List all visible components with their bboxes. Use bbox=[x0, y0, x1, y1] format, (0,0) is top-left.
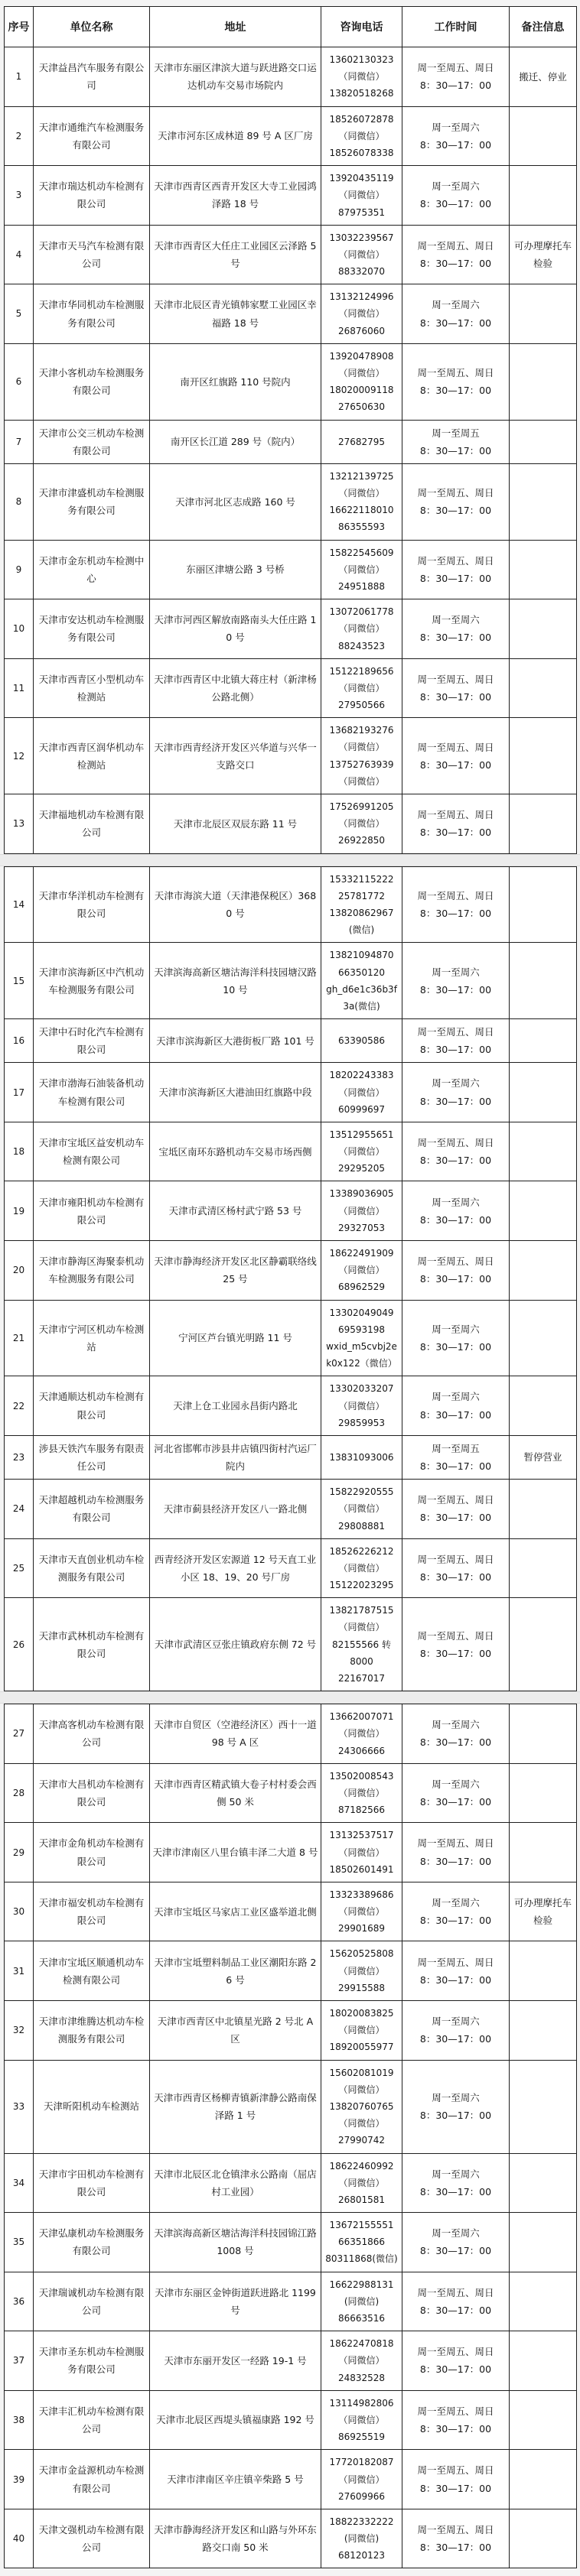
row-remarks bbox=[510, 2060, 577, 2153]
row-address: 天津滨海高新区塘沽海洋科技园塘汉路 10 号 bbox=[150, 943, 321, 1019]
row-address: 天津市津南区辛庄镇辛柴路 5 号 bbox=[150, 2450, 321, 2509]
row-serial-number: 29 bbox=[5, 1823, 34, 1882]
row-unit-name: 天津市西青区润华机动车检测站 bbox=[34, 718, 150, 794]
row-remarks bbox=[510, 2001, 577, 2061]
row-remarks: 搬迁、停业 bbox=[510, 47, 577, 107]
row-address: 天津上仓工业园永昌街内路北 bbox=[150, 1376, 321, 1436]
row-work-hours: 周一至周六 8：30—17：00 bbox=[402, 106, 510, 166]
row-phone: 15620525808 （同微信） 29915588 bbox=[321, 1941, 402, 2001]
row-remarks bbox=[510, 106, 577, 166]
row-unit-name: 天津市宇田机动车检测有限公司 bbox=[34, 2153, 150, 2213]
row-work-hours: 周一至周六 8：30—17：00 bbox=[402, 1882, 510, 1941]
row-serial-number: 38 bbox=[5, 2390, 34, 2450]
row-serial-number: 23 bbox=[5, 1435, 34, 1479]
row-work-hours: 周一至周六 8：30—17：00 bbox=[402, 1181, 510, 1241]
row-remarks bbox=[510, 1538, 577, 1598]
row-unit-name: 天津瑞诚机动车检测有限公司 bbox=[34, 2272, 150, 2331]
row-phone: 13114982806 （同微信） 86925519 bbox=[321, 2390, 402, 2450]
row-phone: 13323389686 （同微信） 29901689 bbox=[321, 1882, 402, 1941]
row-phone: 13821787515 （同微信） 82155566 转 8000 22167017 bbox=[321, 1598, 402, 1691]
table-row bbox=[5, 225, 577, 284]
row-address: 宝坻区南环东路机动车交易市场西侧 bbox=[150, 1122, 321, 1181]
row-work-hours: 周一至周六 8：30—17：00 bbox=[402, 943, 510, 1019]
screenshot-stitch-gap bbox=[0, 854, 580, 866]
row-address: 天津市静海经济开发区和山路与外环东路交口南 50 米 bbox=[150, 2509, 321, 2568]
row-phone: 13389036905 （同微信） 29327053 bbox=[321, 1181, 402, 1241]
row-unit-name: 天津市安达机动车检测服务有限公司 bbox=[34, 599, 150, 659]
row-phone: 13920478908 （同微信） 18020009118 27650630 bbox=[321, 343, 402, 420]
row-work-hours: 周一至周五、周日 8：30—17：00 bbox=[402, 463, 510, 540]
table-row bbox=[5, 1300, 577, 1376]
row-remarks: 可办理摩托车检验 bbox=[510, 1882, 577, 1941]
row-address: 天津滨海高新区塘沽海洋科技园锦江路 1008 号 bbox=[150, 2213, 321, 2272]
table-row bbox=[5, 1435, 577, 1479]
row-unit-name: 天津市津维腾达机动车检测服务有限公司 bbox=[34, 2001, 150, 2061]
row-unit-name: 天津市津盛机动车检测服务有限公司 bbox=[34, 463, 150, 540]
row-phone: 13302033207 （同微信） 29859953 bbox=[321, 1376, 402, 1436]
row-address: 天津市自贸区（空港经济区）西十一道 98 号 A 区 bbox=[150, 1704, 321, 1764]
row-serial-number: 9 bbox=[5, 540, 34, 599]
row-work-hours: 周一至周五、周日 8：30—17：00 bbox=[402, 2390, 510, 2450]
row-unit-name: 天津市宝坻区益安机动车检测有限公司 bbox=[34, 1122, 150, 1181]
table-row bbox=[5, 1704, 577, 1764]
row-serial-number: 26 bbox=[5, 1598, 34, 1691]
table-row bbox=[5, 463, 577, 540]
row-work-hours: 周一至周六 8：30—17：00 bbox=[402, 1763, 510, 1823]
row-serial-number: 33 bbox=[5, 2060, 34, 2153]
row-remarks bbox=[510, 599, 577, 659]
row-serial-number: 39 bbox=[5, 2450, 34, 2509]
row-unit-name: 天津丰汇机动车检测有限公司 bbox=[34, 2390, 150, 2450]
table-row bbox=[5, 1019, 577, 1063]
row-address: 天津市海滨大道（天津港保税区）3680 号 bbox=[150, 866, 321, 943]
row-unit-name: 天津市静海区海聚泰机动车检测服务有限公司 bbox=[34, 1241, 150, 1301]
row-remarks bbox=[510, 420, 577, 463]
row-phone: 13302049049 69593198 wxid_m5cvbj2e k0x122（微信） bbox=[321, 1300, 402, 1376]
row-work-hours: 周一至周五 8：30—17：00 bbox=[402, 420, 510, 463]
row-address: 天津市东丽区津滨大道与跃进路交口运达机动车交易市场院内 bbox=[150, 47, 321, 107]
row-serial-number: 35 bbox=[5, 2213, 34, 2272]
table-row bbox=[5, 1941, 577, 2001]
row-address: 天津市东丽开发区一经路 19-1 号 bbox=[150, 2331, 321, 2391]
row-unit-name: 天津市公交三机动车检测有限公司 bbox=[34, 420, 150, 463]
row-remarks bbox=[510, 540, 577, 599]
row-serial-number: 8 bbox=[5, 463, 34, 540]
row-serial-number: 16 bbox=[5, 1019, 34, 1063]
row-address: 宁河区芦台镇光明路 11 号 bbox=[150, 1300, 321, 1376]
row-address: 天津市西青区大任庄工业园区云泽路 5 号 bbox=[150, 225, 321, 284]
row-serial-number: 28 bbox=[5, 1763, 34, 1823]
row-phone: 15602081019 （同微信） 13820760765 （同微信） 27990742 bbox=[321, 2060, 402, 2153]
row-remarks bbox=[510, 1241, 577, 1301]
row-phone: 13831093006 bbox=[321, 1435, 402, 1479]
row-phone: 13032239567 （同微信） 88332070 bbox=[321, 225, 402, 284]
table-row bbox=[5, 1376, 577, 1436]
table-row bbox=[5, 1882, 577, 1941]
row-phone: 13212139725 （同微信） 16622118010 86355593 bbox=[321, 463, 402, 540]
row-unit-name: 天津市金东机动车检测中心 bbox=[34, 540, 150, 599]
table-row bbox=[5, 2509, 577, 2568]
row-work-hours: 周一至周六 8：30—17：00 bbox=[402, 166, 510, 226]
row-work-hours: 周一至周五、周日 8：30—17：00 bbox=[402, 343, 510, 420]
row-serial-number: 34 bbox=[5, 2153, 34, 2213]
table-row bbox=[5, 658, 577, 718]
header-address: 地址 bbox=[150, 7, 321, 47]
row-serial-number: 14 bbox=[5, 866, 34, 943]
header-work-hours: 工作时间 bbox=[402, 7, 510, 47]
row-address: 天津市北辰区西堤头镇福康路 192 号 bbox=[150, 2390, 321, 2450]
header-phone: 咨询电话 bbox=[321, 7, 402, 47]
row-serial-number: 5 bbox=[5, 284, 34, 344]
header-unit-name: 单位名称 bbox=[34, 7, 150, 47]
row-work-hours: 周一至周六 8：30—17：00 bbox=[402, 1704, 510, 1764]
row-phone: 18526072878 （同微信） 18526078338 bbox=[321, 106, 402, 166]
row-phone: 15332115222 25781772 13820862967 (微信) bbox=[321, 866, 402, 943]
table-header bbox=[5, 7, 577, 47]
header-serial-number: 序号 bbox=[5, 7, 34, 47]
row-address: 天津市东丽区金钟街道跃进路北 1199 号 bbox=[150, 2272, 321, 2331]
row-phone: 13512955651 （同微信） 29295205 bbox=[321, 1122, 402, 1181]
row-work-hours: 周一至周六 8：30—17：00 bbox=[402, 1300, 510, 1376]
row-remarks bbox=[510, 866, 577, 943]
row-unit-name: 天津市福安机动车检测有限公司 bbox=[34, 1882, 150, 1941]
row-phone: 13662007071 （同微信） 24306666 bbox=[321, 1704, 402, 1764]
row-work-hours: 周一至周五、周日 8：30—17：00 bbox=[402, 1538, 510, 1598]
row-remarks: 可办理摩托车检验 bbox=[510, 225, 577, 284]
row-phone: 13920435119 （同微信） 87975351 bbox=[321, 166, 402, 226]
row-remarks bbox=[510, 1376, 577, 1436]
row-remarks bbox=[510, 1063, 577, 1122]
row-work-hours: 周一至周五、周日 8：30—17：00 bbox=[402, 658, 510, 718]
row-address: 南开区红旗路 110 号院内 bbox=[150, 343, 321, 420]
row-unit-name: 天津通顺达机动车检测有限公司 bbox=[34, 1376, 150, 1436]
row-serial-number: 25 bbox=[5, 1538, 34, 1598]
table-row bbox=[5, 166, 577, 226]
row-address: 天津市河东区成林道 89 号 A 区厂房 bbox=[150, 106, 321, 166]
row-address: 天津市武清区杨村武宁路 53 号 bbox=[150, 1181, 321, 1241]
row-address: 东丽区津塘公路 3 号桥 bbox=[150, 540, 321, 599]
row-address: 天津市宝坻区马家店工业区盛举道北侧 bbox=[150, 1882, 321, 1941]
row-unit-name: 天津福地机动车检测有限公司 bbox=[34, 794, 150, 854]
row-serial-number: 13 bbox=[5, 794, 34, 854]
table-row bbox=[5, 2272, 577, 2331]
row-work-hours: 周一至周六 8：30—17：00 bbox=[402, 1063, 510, 1122]
row-unit-name: 天津市滨海新区中汽机动车检测服务有限公司 bbox=[34, 943, 150, 1019]
row-work-hours: 周一至周五 8：30—17：00 bbox=[402, 1435, 510, 1479]
row-work-hours: 周一至周五、周日 8：30—17：00 bbox=[402, 47, 510, 107]
row-remarks bbox=[510, 2213, 577, 2272]
row-serial-number: 22 bbox=[5, 1376, 34, 1436]
table-row bbox=[5, 599, 577, 659]
row-work-hours: 周一至周六 8：30—17：00 bbox=[402, 2213, 510, 2272]
row-address: 天津市宝坻塑料制品工业区潮阳东路 26 号 bbox=[150, 1941, 321, 2001]
row-address: 天津市西青区中北镇大蒋庄村（新津杨公路北侧） bbox=[150, 658, 321, 718]
row-serial-number: 20 bbox=[5, 1241, 34, 1301]
row-work-hours: 周一至周五、周日 8：30—17：00 bbox=[402, 1122, 510, 1181]
row-phone: 13072061778 （同微信） 88243523 bbox=[321, 599, 402, 659]
row-phone: 13672155551 66351866 80311868(微信) bbox=[321, 2213, 402, 2272]
table-row bbox=[5, 1122, 577, 1181]
row-unit-name: 天津市宝坻区顺通机动车检测有限公司 bbox=[34, 1941, 150, 2001]
inspection-stations-table-section-3 bbox=[4, 1704, 577, 2568]
table-row bbox=[5, 1063, 577, 1122]
row-unit-name: 天津市西青区小型机动车检测站 bbox=[34, 658, 150, 718]
row-unit-name: 天津文强机动车检测有限公司 bbox=[34, 2509, 150, 2568]
row-unit-name: 天津市天直创业机动车检测服务有限公司 bbox=[34, 1538, 150, 1598]
row-serial-number: 4 bbox=[5, 225, 34, 284]
row-phone: 18822332222 (同微信) 68120123 bbox=[321, 2509, 402, 2568]
row-remarks bbox=[510, 2509, 577, 2568]
row-remarks bbox=[510, 343, 577, 420]
row-address: 天津市北辰区青光镇韩家墅工业园区幸福路 18 号 bbox=[150, 284, 321, 344]
row-serial-number: 7 bbox=[5, 420, 34, 463]
row-unit-name: 天津市宁河区机动车检测站 bbox=[34, 1300, 150, 1376]
row-address: 天津市西青区精武镇大卷子村村委会西侧 50 米 bbox=[150, 1763, 321, 1823]
row-work-hours: 周一至周六 8：30—17：00 bbox=[402, 1376, 510, 1436]
table-row bbox=[5, 343, 577, 420]
row-serial-number: 2 bbox=[5, 106, 34, 166]
row-serial-number: 30 bbox=[5, 1882, 34, 1941]
row-phone: 15822920555 （同微信） 29808881 bbox=[321, 1480, 402, 1539]
row-work-hours: 周一至周五、周日 8：30—17：00 bbox=[402, 225, 510, 284]
row-unit-name: 天津市金益源机动车检测有限公司 bbox=[34, 2450, 150, 2509]
row-phone: 13602130323 （同微信） 13820518268 bbox=[321, 47, 402, 107]
row-unit-name: 天津超越机动车检测服务有限公司 bbox=[34, 1480, 150, 1539]
row-phone: 18622460992 （同微信） 26801581 bbox=[321, 2153, 402, 2213]
row-phone: 16622988131 (同微信) 86663516 bbox=[321, 2272, 402, 2331]
row-address: 天津市西青区西青开发区大寺工业园鸿泽路 18 号 bbox=[150, 166, 321, 226]
row-unit-name: 天津市天马汽车检测有限公司 bbox=[34, 225, 150, 284]
row-serial-number: 21 bbox=[5, 1300, 34, 1376]
row-address: 天津市北辰区双辰东路 11 号 bbox=[150, 794, 321, 854]
header-remarks: 备注信息 bbox=[510, 7, 577, 47]
row-work-hours: 周一至周五、周日 8：30—17：00 bbox=[402, 1823, 510, 1882]
row-address: 天津市西青区中北镇星光路 2 号北 A 区 bbox=[150, 2001, 321, 2061]
row-serial-number: 15 bbox=[5, 943, 34, 1019]
row-remarks bbox=[510, 2331, 577, 2391]
row-address: 天津市蓟县经济开发区八一路北侧 bbox=[150, 1480, 321, 1539]
row-serial-number: 12 bbox=[5, 718, 34, 794]
row-remarks bbox=[510, 1181, 577, 1241]
row-unit-name: 涉县天铁汽车服务有限责任公司 bbox=[34, 1435, 150, 1479]
table-row bbox=[5, 1181, 577, 1241]
row-remarks bbox=[510, 2450, 577, 2509]
row-unit-name: 天津市通维汽车检测服务有限公司 bbox=[34, 106, 150, 166]
row-address: 天津市津南区八里台镇丰泽二大道 8 号 bbox=[150, 1823, 321, 1882]
row-serial-number: 19 bbox=[5, 1181, 34, 1241]
inspection-stations-table-section-1 bbox=[4, 6, 577, 854]
row-unit-name: 天津弘康机动车检测服务有限公司 bbox=[34, 2213, 150, 2272]
row-remarks bbox=[510, 2153, 577, 2213]
row-phone: 13132537517 （同微信） 18502601491 bbox=[321, 1823, 402, 1882]
row-work-hours: 周一至周五、周日 8：30—17：00 bbox=[402, 1480, 510, 1539]
row-serial-number: 18 bbox=[5, 1122, 34, 1181]
row-remarks bbox=[510, 1763, 577, 1823]
row-work-hours: 周一至周六 8：30—17：00 bbox=[402, 599, 510, 659]
table-row bbox=[5, 1598, 577, 1691]
row-serial-number: 31 bbox=[5, 1941, 34, 2001]
row-serial-number: 10 bbox=[5, 599, 34, 659]
table-row bbox=[5, 2001, 577, 2061]
row-address: 天津市武清区豆张庄镇政府东侧 72 号 bbox=[150, 1598, 321, 1691]
row-work-hours: 周一至周六 8：30—17：00 bbox=[402, 2001, 510, 2061]
row-phone: 18526226212 （同微信） 15122023295 bbox=[321, 1538, 402, 1598]
row-unit-name: 天津市武林机动车检测有限公司 bbox=[34, 1598, 150, 1691]
table-row bbox=[5, 106, 577, 166]
row-remarks bbox=[510, 1480, 577, 1539]
row-remarks bbox=[510, 284, 577, 344]
row-work-hours: 周一至周六 8：30—17：00 bbox=[402, 2060, 510, 2153]
row-phone: 27682795 bbox=[321, 420, 402, 463]
row-serial-number: 24 bbox=[5, 1480, 34, 1539]
row-work-hours: 周一至周五、周日 8：30—17：00 bbox=[402, 1019, 510, 1063]
row-phone: 13132124996 （同微信） 26876060 bbox=[321, 284, 402, 344]
row-phone: 18622491909 （同微信） 68962529 bbox=[321, 1241, 402, 1301]
row-work-hours: 周一至周五、周日 8：30—17：00 bbox=[402, 2509, 510, 2568]
row-address: 天津市北辰区北仓镇津永公路南（屈店村工业园） bbox=[150, 2153, 321, 2213]
row-phone: 17526991205 （同微信） 26922850 bbox=[321, 794, 402, 854]
row-unit-name: 天津高客机动车检测有限公司 bbox=[34, 1704, 150, 1764]
row-address: 西青经济开发区宏源道 12 号天直工业小区 18、19、20 号厂房 bbox=[150, 1538, 321, 1598]
row-work-hours: 周一至周五、周日 8：30—17：00 bbox=[402, 2450, 510, 2509]
row-unit-name: 天津中石时化汽车检测有限公司 bbox=[34, 1019, 150, 1063]
table-row bbox=[5, 1480, 577, 1539]
row-unit-name: 天津益昌汽车服务有限公司 bbox=[34, 47, 150, 107]
table-row bbox=[5, 1538, 577, 1598]
row-unit-name: 天津市圣东机动车检测服务有限公司 bbox=[34, 2331, 150, 2391]
table-row bbox=[5, 2331, 577, 2391]
row-work-hours: 周一至周五、周日 8：30—17：00 bbox=[402, 1598, 510, 1691]
row-remarks bbox=[510, 794, 577, 854]
table-row bbox=[5, 2153, 577, 2213]
row-phone: 17720182087 （同微信） 27609966 bbox=[321, 2450, 402, 2509]
row-unit-name: 天津昕阳机动车检测站 bbox=[34, 2060, 150, 2153]
row-phone: 13682193276 （同微信） 13752763939 （同微信） bbox=[321, 718, 402, 794]
row-unit-name: 天津市大昌机动车检测有限公司 bbox=[34, 1763, 150, 1823]
row-remarks bbox=[510, 1941, 577, 2001]
row-work-hours: 周一至周五、周日 8：30—17：00 bbox=[402, 540, 510, 599]
row-work-hours: 周一至周五、周日 8：30—17：00 bbox=[402, 718, 510, 794]
row-unit-name: 天津市金角机动车检测有限公司 bbox=[34, 1823, 150, 1882]
row-work-hours: 周一至周五、周日 8：30—17：00 bbox=[402, 1241, 510, 1301]
row-work-hours: 周一至周六 8：30—17：00 bbox=[402, 284, 510, 344]
row-phone: 15822545609 （同微信） 24951888 bbox=[321, 540, 402, 599]
row-phone: 63390586 bbox=[321, 1019, 402, 1063]
row-address: 天津市滨海新区大港街板厂路 101 号 bbox=[150, 1019, 321, 1063]
row-address: 天津市河西区解放南路南头大任庄路 10 号 bbox=[150, 599, 321, 659]
row-address: 河北省邯郸市涉县井店镇四街村汽运厂院内 bbox=[150, 1435, 321, 1479]
row-serial-number: 1 bbox=[5, 47, 34, 107]
row-remarks bbox=[510, 2390, 577, 2450]
row-address: 天津市滨海新区大港油田红旗路中段 bbox=[150, 1063, 321, 1122]
row-remarks bbox=[510, 2272, 577, 2331]
table-row bbox=[5, 1763, 577, 1823]
row-work-hours: 周一至周五、周日 8：30—17：00 bbox=[402, 2331, 510, 2391]
row-remarks bbox=[510, 943, 577, 1019]
row-serial-number: 11 bbox=[5, 658, 34, 718]
row-remarks bbox=[510, 463, 577, 540]
row-serial-number: 6 bbox=[5, 343, 34, 420]
table-row bbox=[5, 1823, 577, 1882]
row-remarks bbox=[510, 1300, 577, 1376]
table-row bbox=[5, 2213, 577, 2272]
table-row bbox=[5, 2450, 577, 2509]
row-phone: 18020083825 （同微信） 18920055977 bbox=[321, 2001, 402, 2061]
row-unit-name: 天津小客机动车检测服务有限公司 bbox=[34, 343, 150, 420]
row-unit-name: 天津市华同机动车检测服务有限公司 bbox=[34, 284, 150, 344]
row-serial-number: 17 bbox=[5, 1063, 34, 1122]
row-work-hours: 周一至周五、周日 8：30—17：00 bbox=[402, 866, 510, 943]
row-unit-name: 天津市华洋机动车检测有限公司 bbox=[34, 866, 150, 943]
row-work-hours: 周一至周六 8：30—17：00 bbox=[402, 2153, 510, 2213]
row-remarks bbox=[510, 718, 577, 794]
row-phone: 15122189656 （同微信） 27950566 bbox=[321, 658, 402, 718]
row-phone: 18202243383 （同微信） 60999697 bbox=[321, 1063, 402, 1122]
row-remarks bbox=[510, 658, 577, 718]
row-remarks bbox=[510, 1704, 577, 1764]
row-remarks bbox=[510, 1823, 577, 1882]
table-row bbox=[5, 1241, 577, 1301]
row-serial-number: 32 bbox=[5, 2001, 34, 2061]
table-row bbox=[5, 718, 577, 794]
row-address: 天津市静海经济开发区北区静霸联络线 25 号 bbox=[150, 1241, 321, 1301]
row-remarks bbox=[510, 1122, 577, 1181]
row-remarks: 暂停营业 bbox=[510, 1435, 577, 1479]
row-serial-number: 36 bbox=[5, 2272, 34, 2331]
table-row bbox=[5, 2390, 577, 2450]
row-address: 天津市河北区志成路 160 号 bbox=[150, 463, 321, 540]
row-phone: 13821094870 66350120 gh_d6e1c36b3f 3a(微信) bbox=[321, 943, 402, 1019]
table-row bbox=[5, 420, 577, 463]
row-remarks bbox=[510, 166, 577, 226]
table-row bbox=[5, 943, 577, 1019]
table-row bbox=[5, 2060, 577, 2153]
table-row bbox=[5, 540, 577, 599]
row-work-hours: 周一至周五、周日 8：30—17：00 bbox=[402, 1941, 510, 2001]
row-unit-name: 天津市渤海石油装备机动车检测有限公司 bbox=[34, 1063, 150, 1122]
row-unit-name: 天津市瑞达机动车检测有限公司 bbox=[34, 166, 150, 226]
row-serial-number: 37 bbox=[5, 2331, 34, 2391]
row-phone: 18622470818 （同微信） 24832528 bbox=[321, 2331, 402, 2391]
table-row bbox=[5, 284, 577, 344]
row-remarks bbox=[510, 1598, 577, 1691]
row-serial-number: 3 bbox=[5, 166, 34, 226]
table-row bbox=[5, 866, 577, 943]
inspection-stations-table-section-2 bbox=[4, 866, 577, 1692]
screenshot-stitch-gap bbox=[0, 1691, 580, 1704]
row-serial-number: 27 bbox=[5, 1704, 34, 1764]
row-address: 天津市西青区杨柳青镇新津静公路南保泽路 1 号 bbox=[150, 2060, 321, 2153]
table-row bbox=[5, 47, 577, 107]
row-address: 南开区长江道 289 号（院内） bbox=[150, 420, 321, 463]
row-address: 天津市西青经济开发区兴华道与兴华一支路交口 bbox=[150, 718, 321, 794]
row-work-hours: 周一至周五、周日 8：30—17：00 bbox=[402, 794, 510, 854]
row-unit-name: 天津市雍阳机动车检测有限公司 bbox=[34, 1181, 150, 1241]
row-work-hours: 周一至周五、周日 8：30—17：00 bbox=[402, 2272, 510, 2331]
row-remarks bbox=[510, 1019, 577, 1063]
row-phone: 13502008543 （同微信） 87182566 bbox=[321, 1763, 402, 1823]
table-row bbox=[5, 794, 577, 854]
row-serial-number: 40 bbox=[5, 2509, 34, 2568]
